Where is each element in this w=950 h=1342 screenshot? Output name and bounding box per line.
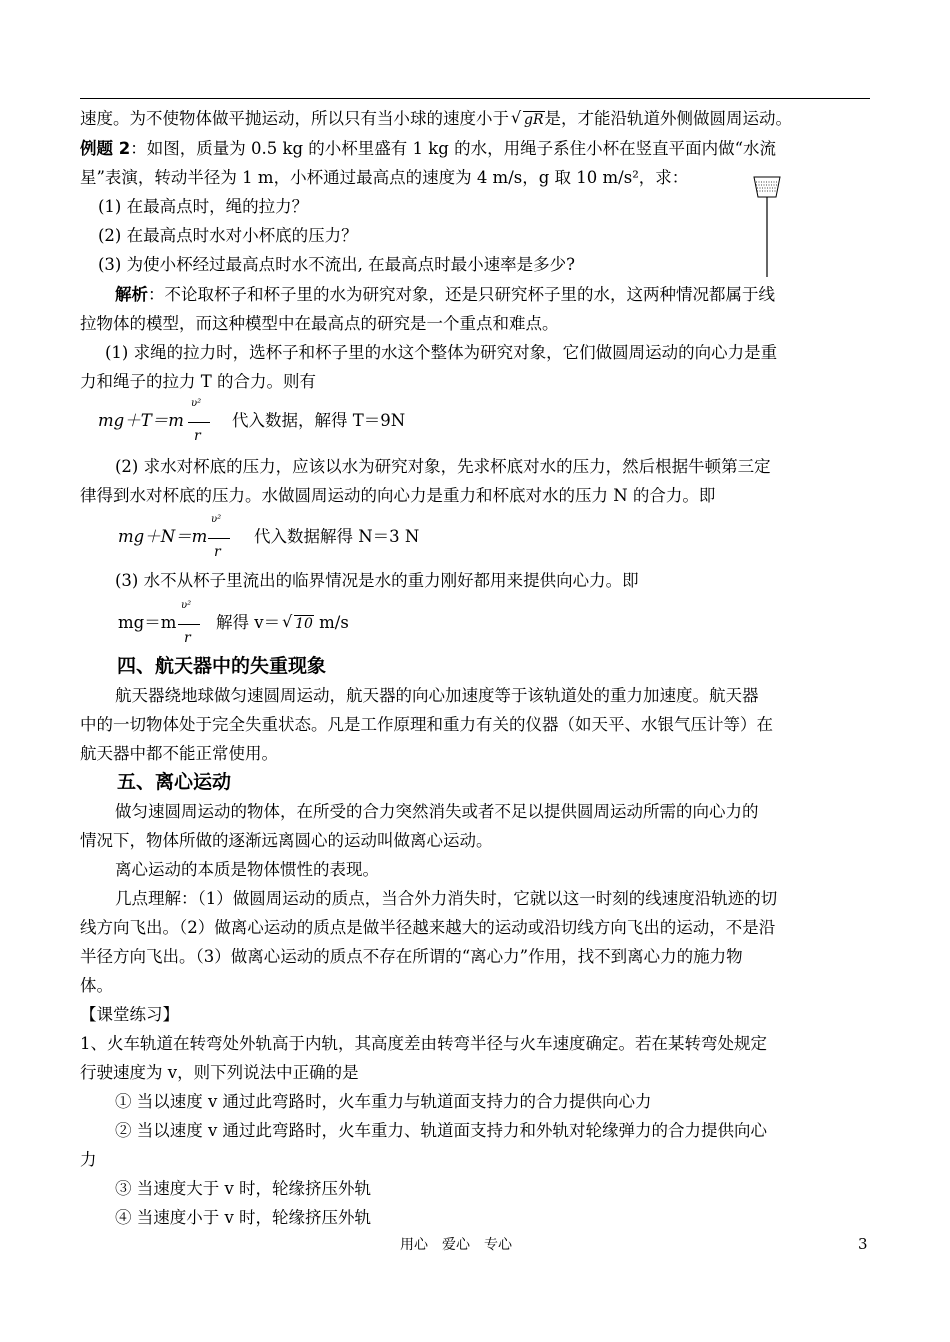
- part3-line: (3) 水不从杯子里流出的临界情况是水的重力刚好都用来提供向心力。即: [115, 571, 639, 590]
- option-1: ① 当以速度 v 通过此弯路时，火车重力与轨道面支持力的合力提供向心力: [115, 1092, 652, 1111]
- section-heading-5: 五、离心运动: [117, 771, 232, 793]
- equation-3-right: 解得 v＝√ 10 m/s: [216, 612, 516, 635]
- text: ：不论取杯子和杯子里的水为研究对象，还是只研究杯子里的水，这两种情况都属于线: [148, 285, 775, 304]
- part1-line2: 力和绳子的拉力 T 的合力。则有: [80, 372, 316, 391]
- section5-line3: 离心运动的本质是物体惯性的表现。: [115, 860, 379, 879]
- text: ：如图，质量为 0.5 kg 的小杯里盛有 1 kg 的水，用绳子系住小杯在竖直平面内做“水流: [130, 139, 776, 158]
- option-4: ④ 当速度小于 v 时，轮缘挤压外轨: [115, 1208, 372, 1227]
- example2-line1: [80, 138, 875, 160]
- section5-line7: 体。: [80, 976, 113, 995]
- part1-line1: (1) 求绳的拉力时，选杯子和杯子里的水这个整体为研究对象，它们做圆周运动的向心力是重: [105, 343, 778, 362]
- question-1: (1) 在最高点时，绳的拉力？: [98, 197, 309, 216]
- question-3: (3) 为使小杯经过最高点时水不流出, 在最高点时最小速率是多少?: [98, 255, 575, 274]
- footer-motto: 用心 爱心 专心: [400, 1237, 512, 1253]
- section4-line3: 航天器中都不能正常使用。: [80, 744, 278, 763]
- example2-line2: 星”表演，转动半径为 1 m，小杯通过最高点的速度为 4 m/s，g 取 10 m/s²，求：: [80, 168, 689, 187]
- text: 速度。为不使物体做平抛运动，所以只有当小球的速度小于: [80, 109, 509, 128]
- equation-3-left: mg＝m: [118, 613, 177, 632]
- option-2-line2: 力: [80, 1150, 97, 1169]
- exercise1-line2: 行驶速度为 v，则下列说法中正确的是: [80, 1063, 359, 1082]
- equation-1-left: mg＋T＝m: [98, 411, 184, 430]
- analysis-label: 解析: [115, 285, 148, 304]
- option-2-line1: ② 当以速度 v 通过此弯路时，火车重力、轨道面支持力和外轨对轮缘弹力的合力提供向心: [115, 1121, 768, 1140]
- text: 是，才能沿轨道外侧做圆周运动。: [544, 109, 793, 128]
- exercise1-line1: 1、火车轨道在转弯处外轨高于内轨，其高度差由转弯半径与火车速度确定。若在某转弯处规定: [80, 1034, 767, 1053]
- analysis-line2: 拉物体的模型，而这种模型中在最高点的研究是一个重点和难点。: [80, 314, 559, 333]
- sqrt-gR: √ gR: [511, 109, 545, 131]
- section5-line4: 几点理解：（1）做圆周运动的质点，当合外力消失时，它就以这一时刻的线速度沿轨迹的切: [115, 889, 778, 908]
- document-page: 速度。为不使物体做平抛运动，所以只有当小球的速度小于√ gR是，才能沿轨道外侧做圆周运动。 例题 2：如图，质量为 0.5 kg 的小杯里盛有 1 kg 的水，用绳子系住小杯在竖直平面内做“水流 星”表演，转动半径为 1 m，小杯通过最高点的速度为 4 m/s，g 取 10 m/s²，求： (1) 在最高点时，绳的拉力？ (2) 在最高点时水对小杯底的压力？ (3) 为使小杯经过最高点时水不流出, 在最高点时最小速率是多少? 解析：不论取杯子和杯子里的水为研究对象，还是只研究杯子里的水，这两种情况都属于线 拉物体的模型，而这种模型中在最高点的研究是一个重点和难点。 (1) 求绳的拉力时，选杯子和杯子里的水这个整体为研究对象，它们做圆周运动的向心力是重 力和绳子的拉力 T 的合力。则有 mg＋T＝m υ² r 代入数据，解得 T＝9N (2) 求水对杯底的压力，应该以水为研究对象，先求杯底对水的压力，然后根据牛顿第三定 律得到水对杯底的压力。水做圆周运动的向心力是重力和杯底对水的压力 N 的合力。即 mg＋N＝m υ² r 代入数据解得 N＝3 N (3) 水不从杯子里流出的临界情况是水的重力刚好都用来提供向心力。即 mg＝m υ² r 解得 v＝√ 10 m/s 四、航天器中的失重现象 航天器绕地球做匀速圆周运动，航天器的向心加速度等于该轨道处的重力加速度。航天器 中的一切物体处于完全失重状态。凡是工作原理和重力有关的仪器（如天平、水银气压计等）在 航天器中都不能正常使用。 五、离心运动 做匀速圆周运动的物体，在所受的合力突然消失或者不足以提供圆周运动所需的向心力的 情况下，物体所做的逐渐远离圆心的运动叫做离心运动。 离心运动的本质是物体惯性的表现。 几点理解：（1）做圆周运动的质点，当合外力消失时，它就以这一时刻的线速度沿轨迹的切 线方向飞出。（2）做离心运动的质点是做半径越来越大的运动或沿切线方向飞出的运动，不是沿 半径方向飞出。（3）做离心运动的质点不存在所谓的“离心力”作用，找不到离心力的施力物 体。 【课堂练习】 1、火车轨道在转弯处外轨高于内轨，其高度差由转弯半径与火车速度确定。若在某转弯处规定 行驶速度为 v，则下列说法中正确的是 ① 当以速度 v 通过此弯路时，火车重力与轨道面支持力的合力提供向心力 ② 当以速度 v 通过此弯路时，火车重力、轨道面支持力和外轨对轮缘弹力的合力提供向心 力 ③ 当速度大于 v 时，轮缘挤压外轨 ④ 当速度小于 v 时，轮缘挤压外轨 用心 爱心 专心 3: [0, 0, 950, 1342]
- section4-line1: 航天器绕地球做匀速圆周运动，航天器的向心加速度等于该轨道处的重力加速度。航天器: [115, 686, 759, 705]
- section5-line1: 做匀速圆周运动的物体，在所受的合力突然消失或者不足以提供圆周运动所需的向心力的: [115, 802, 759, 821]
- option-3: ③ 当速度大于 v 时，轮缘挤压外轨: [115, 1179, 372, 1198]
- practice-heading: 【课堂练习】: [80, 1005, 179, 1024]
- page-number: 3: [858, 1235, 868, 1253]
- equation-2-right: 代入数据解得 N＝3 N: [254, 527, 420, 546]
- equation-1-right: 代入数据，解得 T＝9N: [232, 411, 406, 430]
- cup-on-rope-figure: [748, 173, 788, 279]
- question-2: (2) 在最高点时水对小杯底的压力？: [98, 226, 358, 245]
- section4-line2: 中的一切物体处于完全失重状态。凡是工作原理和重力有关的仪器（如天平、水银气压计等）在: [80, 715, 773, 734]
- equation-2-left: mg＋N＝m: [118, 527, 208, 546]
- part2-line2: 律得到水对杯底的压力。水做圆周运动的向心力是重力和杯底对水的压力 N 的合力。即: [80, 486, 716, 505]
- line-speed: [80, 108, 875, 131]
- part2-line1: (2) 求水对杯底的压力，应该以水为研究对象，先求杯底对水的压力，然后根据牛顿第三定: [115, 457, 771, 476]
- header-rule: [80, 98, 870, 99]
- section5-line6: 半径方向飞出。（3）做离心运动的质点不存在所谓的“离心力”作用，找不到离心力的施力物: [80, 947, 743, 966]
- section5-line5: 线方向飞出。（2）做离心运动的质点是做半径越来越大的运动或沿切线方向飞出的运动，不是沿: [80, 918, 776, 937]
- section-heading-4: 四、航天器中的失重现象: [117, 655, 327, 677]
- section5-line2: 情况下，物体所做的逐渐远离圆心的运动叫做离心运动。: [80, 831, 493, 850]
- example-label: 例题 2: [80, 139, 131, 158]
- analysis-line1: [115, 284, 910, 306]
